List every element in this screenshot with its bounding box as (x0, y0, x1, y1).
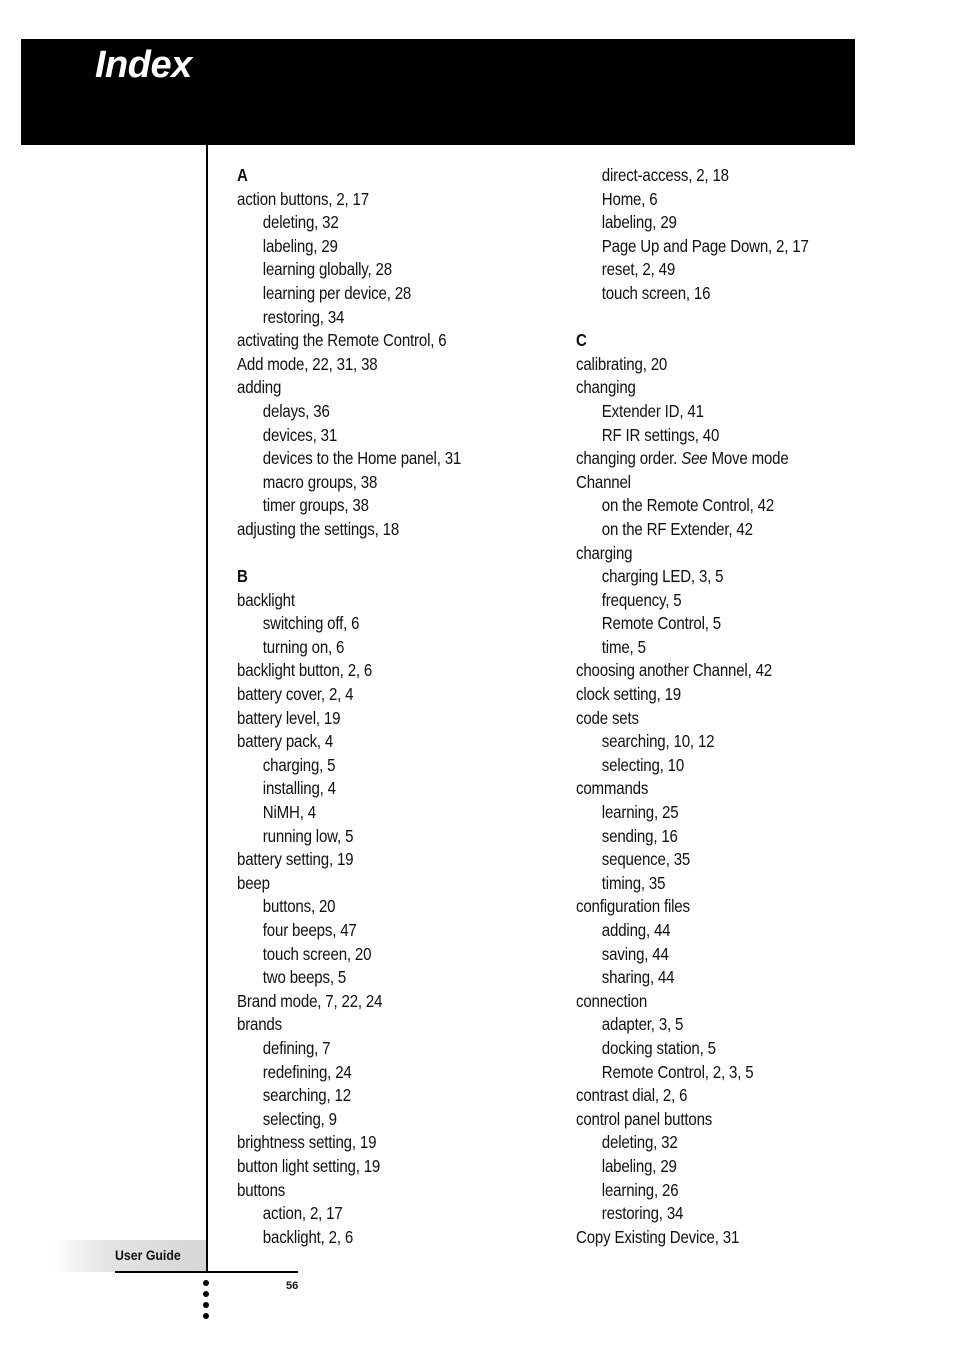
index-letter-heading (237, 164, 512, 188)
index-subentry (237, 754, 512, 778)
index-entry (237, 872, 512, 896)
index-subentry (237, 400, 512, 424)
entry-text: learning, 25 (601, 802, 679, 823)
index-column-right-list (576, 164, 851, 1249)
entry-text: adding, 44 (601, 920, 671, 940)
entry-text: changing (576, 377, 636, 398)
entry-text: calibrating, 20 (576, 353, 668, 374)
vertical-divider (206, 145, 208, 1272)
index-entry (576, 1084, 851, 1108)
entry-text: choosing another Channel, 42 (576, 660, 773, 681)
index-column-left (237, 164, 557, 1249)
index-subentry (576, 282, 851, 306)
entry-text: four beeps, 47 (262, 920, 357, 940)
index-subentry (576, 848, 851, 872)
index-subentry (576, 400, 851, 424)
entry-text: commands (576, 778, 649, 799)
index-subentry (237, 1037, 512, 1061)
entry-text: restoring, 34 (262, 306, 345, 327)
entry-text: on the RF Extender, 42 (601, 518, 753, 539)
entry-text: B (237, 566, 248, 587)
index-subentry (237, 825, 512, 849)
index-subentry (237, 777, 512, 801)
entry-text: C (576, 330, 587, 351)
index-subentry (576, 1202, 851, 1226)
entry-text: beep (237, 872, 270, 893)
entry-text: battery level, 19 (237, 707, 341, 728)
entry-text: reset, 2, 49 (601, 259, 676, 280)
index-letter-heading (237, 565, 512, 589)
entry-text: battery setting, 19 (237, 849, 354, 870)
index-subentry (237, 919, 512, 943)
index-subentry (237, 895, 512, 919)
entry-text: timer groups, 38 (262, 495, 369, 516)
entry-text: devices to the Home panel, 31 (262, 448, 462, 469)
index-subentry (237, 258, 512, 282)
entry-text: backlight button, 2, 6 (237, 660, 373, 681)
index-entry (576, 1108, 851, 1132)
index-entry (237, 188, 512, 212)
entry-text: code sets (576, 707, 639, 728)
entry-text: installing, 4 (262, 778, 336, 799)
index-subentry (237, 471, 512, 495)
index-entry (576, 471, 851, 495)
index-subentry (237, 1108, 512, 1132)
index-subentry (576, 1061, 851, 1085)
index-entry (237, 329, 512, 353)
entry-text: charging (576, 542, 633, 563)
index-entry (237, 730, 512, 754)
index-subentry (237, 1202, 512, 1226)
entry-text: Home, 6 (601, 188, 658, 209)
entry-text: on the Remote Control, 42 (601, 495, 775, 516)
index-subentry (576, 825, 851, 849)
entry-text: searching, 12 (262, 1085, 351, 1106)
entry-text: buttons, 20 (262, 896, 336, 917)
entry-text: touch screen, 20 (262, 943, 372, 964)
index-subentry (576, 188, 851, 212)
footer-label: User Guide (115, 1247, 181, 1263)
index-subentry (576, 258, 851, 282)
index-subentry (237, 282, 512, 306)
index-subentry (576, 636, 851, 660)
dot-icon (203, 1291, 209, 1297)
index-subentry (237, 494, 512, 518)
index-subentry (576, 1155, 851, 1179)
entry-text: clock setting, 19 (576, 684, 682, 705)
index-entry (237, 1155, 512, 1179)
entry-text: Channel (576, 471, 631, 492)
index-entry (237, 848, 512, 872)
index-subentry (237, 612, 512, 636)
dot-icon (203, 1280, 209, 1286)
entry-text: charging, 5 (262, 754, 336, 775)
index-subentry (237, 1084, 512, 1108)
entry-text: Remote Control, 5 (601, 613, 722, 634)
footer-rule (115, 1271, 298, 1273)
index-subentry (576, 1013, 851, 1037)
index-column-right (576, 164, 896, 1249)
entry-text: control panel buttons (576, 1108, 713, 1129)
entry-text: changing order. (576, 448, 678, 469)
entry-text: contrast dial, 2, 6 (576, 1085, 688, 1106)
index-entry (576, 447, 851, 471)
index-entry (237, 1179, 512, 1203)
entry-text: learning, 26 (601, 1179, 679, 1200)
index-subentry (576, 211, 851, 235)
index-entry (576, 707, 851, 731)
entry-text: charging LED, 3, 5 (601, 566, 724, 587)
page-number: 56 (286, 1280, 299, 1292)
index-entry (237, 659, 512, 683)
entry-text: Page Up and Page Down, 2, 17 (601, 235, 809, 256)
index-entry (576, 777, 851, 801)
see-target: Move mode (707, 448, 789, 469)
entry-text: two beeps, 5 (262, 967, 347, 988)
index-subentry (237, 943, 512, 967)
entry-text: direct-access, 2, 18 (601, 165, 729, 185)
index-subentry (576, 943, 851, 967)
index-subentry (237, 1226, 512, 1250)
index-entry (576, 683, 851, 707)
dot-icon (203, 1313, 209, 1319)
entry-text: frequency, 5 (601, 589, 682, 610)
entry-text: sending, 16 (601, 825, 678, 846)
entry-text: selecting, 9 (262, 1108, 337, 1129)
entry-text: adjusting the settings, 18 (237, 518, 400, 539)
entry-text: macro groups, 38 (262, 471, 378, 492)
entry-text: labeling, 29 (262, 235, 338, 256)
index-subentry (237, 447, 512, 471)
index-subentry (576, 589, 851, 613)
index-subentry (237, 1061, 512, 1085)
index-subentry (576, 1179, 851, 1203)
entry-text: time, 5 (601, 636, 646, 657)
entry-text: restoring, 34 (601, 1203, 684, 1224)
page-title: Index (95, 44, 192, 86)
index-letter-heading (576, 329, 851, 353)
index-entry (237, 990, 512, 1014)
entry-text: turning on, 6 (262, 636, 345, 657)
index-subentry (576, 518, 851, 542)
entry-text: activating the Remote Control, 6 (237, 330, 447, 351)
index-subentry (237, 424, 512, 448)
entry-text: devices, 31 (262, 424, 338, 445)
index-subentry (576, 424, 851, 448)
entry-text: battery pack, 4 (237, 731, 334, 752)
index-column-left-list (237, 164, 512, 1249)
index-subentry (576, 730, 851, 754)
entry-text: RF IR settings, 40 (601, 424, 720, 445)
entry-text: configuration files (576, 896, 690, 917)
index-entry (576, 659, 851, 683)
index-subentry (576, 494, 851, 518)
index-entry (237, 376, 512, 400)
dot-icon (203, 1302, 209, 1308)
entry-text: running low, 5 (262, 825, 354, 846)
entry-text: Brand mode, 7, 22, 24 (237, 990, 383, 1011)
index-subentry (576, 872, 851, 896)
index-subentry (576, 612, 851, 636)
entry-text: connection (576, 990, 648, 1011)
section-gap (237, 542, 512, 566)
index-entry (237, 1131, 512, 1155)
entry-text: Extender ID, 41 (601, 400, 704, 421)
section-gap (576, 306, 851, 330)
index-subentry (576, 919, 851, 943)
index-entry (237, 353, 512, 377)
index-entry (576, 895, 851, 919)
entry-text: backlight, 2, 6 (262, 1226, 354, 1247)
index-subentry (237, 235, 512, 259)
entry-text: Copy Existing Device, 31 (576, 1226, 740, 1247)
entry-text: touch screen, 16 (601, 282, 711, 303)
entry-text: brands (237, 1014, 282, 1035)
entry-text: learning globally, 28 (262, 259, 392, 280)
entry-text: buttons (237, 1179, 286, 1200)
index-entry (237, 1013, 512, 1037)
entry-text: action, 2, 17 (262, 1203, 343, 1224)
entry-text: backlight (237, 589, 295, 610)
index-subentry (576, 754, 851, 778)
index-entry (237, 683, 512, 707)
index-subentry (576, 966, 851, 990)
index-entry (576, 542, 851, 566)
index-entry (576, 353, 851, 377)
entry-text: sequence, 35 (601, 849, 691, 870)
entry-text: adapter, 3, 5 (601, 1014, 684, 1035)
entry-text: deleting, 32 (601, 1132, 678, 1153)
entry-text: A (237, 165, 248, 185)
entry-text: deleting, 32 (262, 212, 339, 233)
entry-text: searching, 10, 12 (601, 731, 715, 752)
index-entry (237, 707, 512, 731)
entry-text: labeling, 29 (601, 1155, 677, 1176)
entry-text: redefining, 24 (262, 1061, 352, 1082)
decorative-dots (203, 1280, 210, 1324)
entry-text: sharing, 44 (601, 967, 675, 988)
index-subentry (237, 211, 512, 235)
entry-text: delays, 36 (262, 400, 330, 421)
index-subentry (237, 306, 512, 330)
entry-text: docking station, 5 (601, 1037, 716, 1058)
index-subentry (576, 801, 851, 825)
index-subentry (576, 164, 851, 188)
entry-text: Add mode, 22, 31, 38 (237, 353, 378, 374)
index-subentry (237, 636, 512, 660)
index-subentry (576, 1037, 851, 1061)
entry-text: battery cover, 2, 4 (237, 684, 354, 705)
entry-text: action buttons, 2, 17 (237, 188, 369, 209)
entry-text: selecting, 10 (601, 754, 685, 775)
index-entry (576, 1226, 851, 1250)
entry-text: Remote Control, 2, 3, 5 (601, 1061, 754, 1082)
index-entry (576, 376, 851, 400)
entry-text: NiMH, 4 (262, 802, 316, 823)
entry-text: timing, 35 (601, 872, 666, 893)
see-reference: See (681, 448, 708, 469)
entry-text: learning per device, 28 (262, 282, 412, 303)
entry-text: adding (237, 377, 282, 398)
index-subentry (576, 565, 851, 589)
index-subentry (576, 1131, 851, 1155)
index-subentry (237, 966, 512, 990)
index-subentry (237, 801, 512, 825)
entry-text: labeling, 29 (601, 212, 677, 233)
index-subentry (576, 235, 851, 259)
index-entry (237, 589, 512, 613)
entry-text: brightness setting, 19 (237, 1132, 377, 1153)
entry-text: button light setting, 19 (237, 1155, 381, 1176)
index-entry (576, 990, 851, 1014)
entry-text: defining, 7 (262, 1037, 331, 1058)
entry-text: saving, 44 (601, 943, 669, 964)
entry-text: switching off, 6 (262, 613, 360, 634)
index-entry (237, 518, 512, 542)
